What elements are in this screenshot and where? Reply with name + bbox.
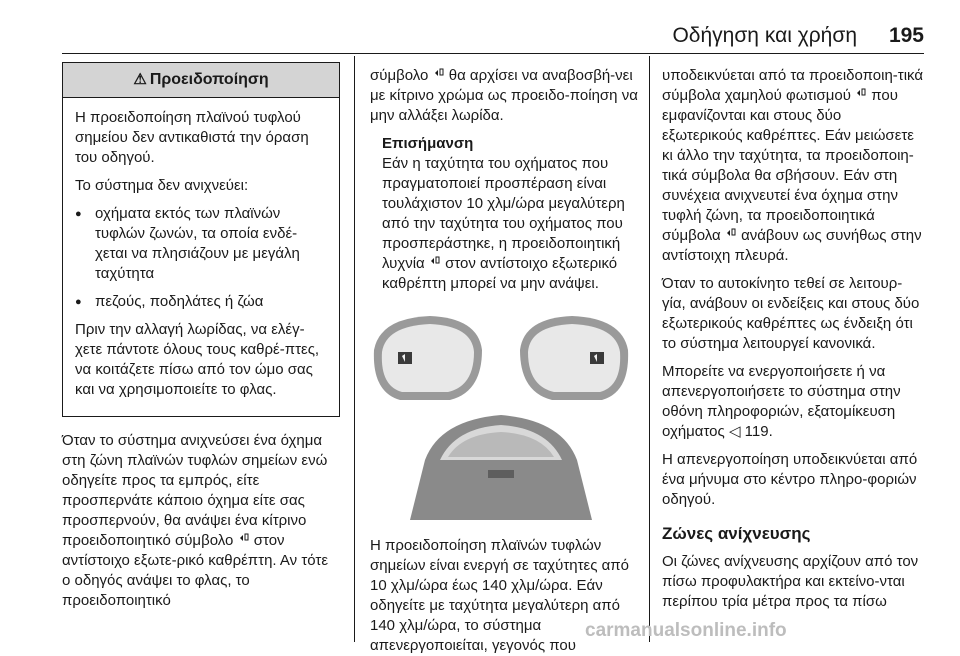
column-3 [662,56,924,620]
section-heading: Ζώνες ανίχνευσης [662,524,811,543]
body-paragraph: Όταν το αυτοκίνητο τεθεί σε λειτουρ-γία, ανάβουν οι ενδείξεις και στους δύο εξωτερικούς καθρέπτες ως ένδειξη ότι το σύστημα λειτουργεί κανονικά. [662,275,920,352]
left-mirror-image [374,316,482,400]
body-paragraph [662,66,924,266]
page-reference-arrow-icon: ◁ [728,423,741,440]
note-label: Επισήμανση [382,135,474,152]
text-run: στον αντίστοιχο εξωτερικό καθρέπτη μπορεί να μην ανάψει. [382,255,618,292]
blind-spot-symbol-icon [726,227,736,237]
warning-text: Πριν την αλλαγή λωρίδας, να ελέγ-χετε πάντοτε όλους τους καθρέ-πτες, να κοιτάζετε πίσω από τον ώμο σας και να χρησιμοποιείτε το φλας. [75,321,320,398]
warning-text: Η προειδοποίηση πλαϊνού τυφλού σημείου δεν αντικαθιστά την όραση του οδηγού. [75,109,309,166]
warning-triangle-icon: ⚠ [133,71,147,88]
blind-spot-symbol-icon [430,255,440,265]
header-title: Οδήγηση και χρήση [672,24,857,47]
note-block [382,134,638,294]
header-rule [62,53,924,54]
blind-spot-symbol-icon [434,67,444,77]
body-paragraph [370,66,638,126]
text-run: στον αντίστοιχο εξωτε-ρικό καθρέπτη. Αν τότε ο οδηγός ανάψει το φλας, το προειδοποιητικό [62,532,329,609]
warning-header [63,63,339,98]
text-run: Μπορείτε να ενεργοποιήσετε ή να απενεργοποιήσετε το σύστημα στην οθόνη πληροφοριών, εξατομίκευση οχήματος [662,363,901,440]
watermark: carmanualsonline.info [585,620,787,641]
blind-spot-symbol-icon [239,532,249,542]
blind-spot-symbol-icon [856,87,866,97]
column-2 [370,56,638,656]
column-divider [354,56,355,642]
page-header [0,0,960,58]
note-text [382,154,638,294]
right-mirror-image [520,316,628,400]
body-paragraph [62,431,340,611]
page-reference[interactable]: 119. [744,423,773,440]
warning-box [62,62,340,417]
mirror-illustration [370,310,632,520]
page-number: 195 [888,24,924,47]
text-run: Εάν η ταχύτητα του οχήματος που πραγματοποιεί προσπέραση είναι τουλάχιστον 10 χλμ/ώρα μεγαλύτερη από την ταχύτητα του οχήματος που προσπεράστηκε, η προειδοποιητική λυχνία [382,155,625,272]
body-paragraph: Η προειδοποίηση πλαϊνών τυφλών σημείων είναι ενεργή σε ταχύτητες από 10 χλμ/ώρα έως 140 χλμ/ώρα. Εάν οδηγείτε με ταχύτητα μεγαλύτερη από 140 χλμ/ώρα, το σύστημα απενεργοποιείται, γεγονός που [370,537,629,654]
text-run: που εμφανίζονται και στους δύο εξωτερικούς καθρέπτες. Εάν μειώσετε κι άλλο την ταχύτητα, τα προειδοποιη-τικά σύμβολα θα σβήσουν. Εάν στη συνέχεια ανιχνευτεί ένα όχημα στην τυφλή ζώνη, τα προειδοποιητικά σύμβολα [662,87,914,244]
text-run: θα αρχίσει να αναβοσβή-νει με κίτρινο χρώμα ως προειδο-ποίηση να μην αλλάξει λωρίδα. [370,67,638,124]
warning-title: Προειδοποίηση [149,71,269,88]
body-paragraph: Οι ζώνες ανίχνευσης αρχίζουν από τον πίσω προφυλακτήρα και εκτείνο-νται περίπου τρία μέτρα προς τα πίσω [662,553,919,610]
column-1 [62,56,340,611]
warning-body [63,98,339,416]
body-paragraph [662,362,924,442]
warning-bullet: ● οχήματα εκτός των πλαϊνών τυφλών ζωνών, τα οποία ενδέ-χεται να πλησιάζουν με μεγάλη ταχύτητα [75,204,329,284]
text-run: Όταν το σύστημα ανιχνεύσει ένα όχημα στη ζώνη πλαϊνών τυφλών σημείων ενώ οδηγείτε προς τα εμπρός, είτε προσπερνάτε κάποιο όχημα είτε σας προσπερνούν, θα ανάψει ένα κίτρινο προειδοποιητικό σύμβολο [62,432,328,549]
text-run: σύμβολο [370,67,429,84]
text-run: ανάβουν ως συνήθως στην αντίστοιχη πλευρά. [662,227,922,264]
body-paragraph: Η απενεργοποίηση υποδεικνύεται από ένα μήνυμα στο κέντρο πληρο-φοριών οδηγού. [662,451,918,508]
warning-text: Το σύστημα δεν ανιχνεύει: [75,177,249,194]
text-run: υποδεικνύεται από τα προειδοποιη-τικά σύμβολα χαμηλού φωτισμού [662,67,924,104]
warning-bullet: ● πεζούς, ποδηλάτες ή ζώα [75,292,329,312]
column-divider [649,56,650,642]
